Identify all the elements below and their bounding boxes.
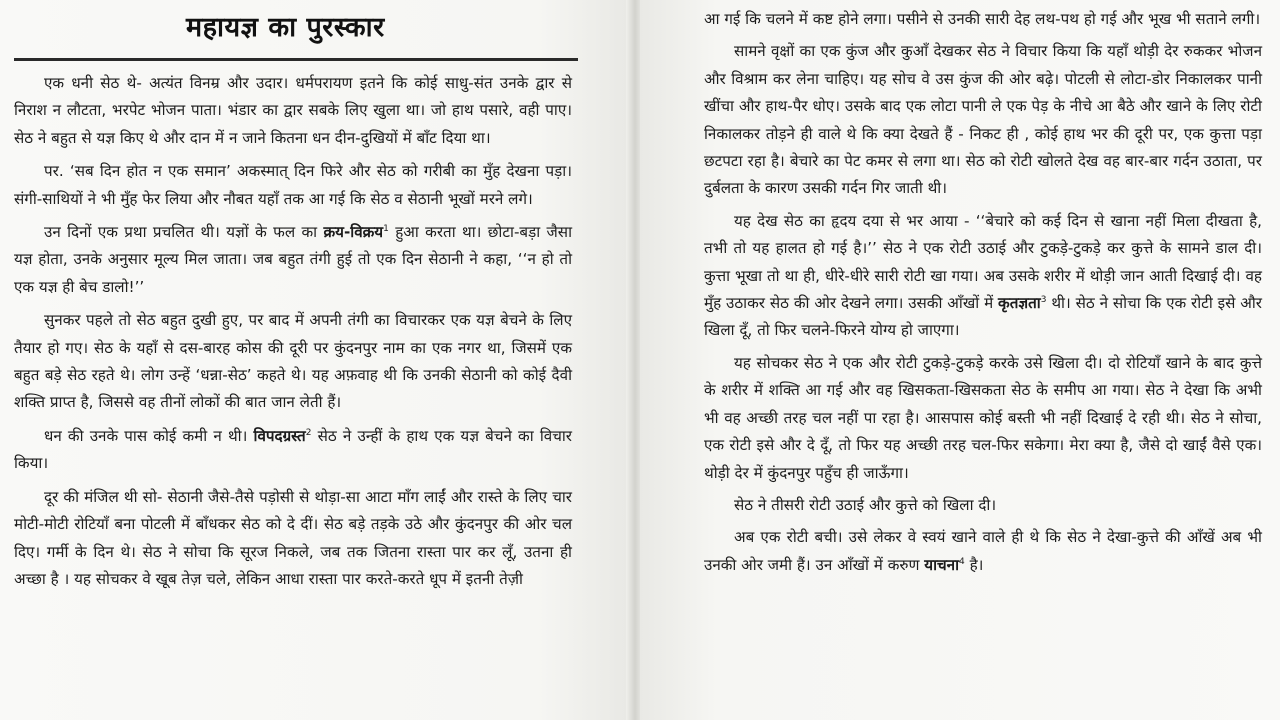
text-span: धन की उनके पास कोई कमी न थी। [44,426,254,445]
bold-term: क्रय-विक्रय [323,223,384,242]
text-span: हुआ करता था। छोटा-बड़ा जैसा यज्ञ होता, उनके अनुसार मूल्य मिल जाता। जब बहुत तंगी हुई तो एक दिन सेठानी ने कहा, ‘‘न हो तो एक यज्ञ ही बेच डालो!’’ [14,223,573,296]
paragraph [14,219,572,301]
text-span: अब एक रोटी बची। उसे लेकर वे स्वयं खाने वाले ही थे कि सेठ ने देखा-कुत्ते की आँखें अब भी उनकी ओर जमी हैं। उन आँखों में करुण [704,528,1262,574]
text-span: यह देख सेठ का हृदय दया से भर आया - ‘‘बेचारे को कई दिन से खाना नहीं मिला दीखता है, तभी तो यह हालत हो गई है।’’ सेठ ने एक रोटी उठाई और टुकड़े-टुकड़े कर कुत्ते के सामने डाल दी। कुत्ता भूखा तो था ही, धीरे-धीरे सारी रोटी खा गया। अब उसके शरीर में थोड़ी जान आती दिखाई दी। वह मुँह उठाकर सेठ की ओर देखने लगा। उसकी आँखों में [704,211,1262,313]
text-span: थी। सेठ ने सोचा कि एक रोटी इसे और खिला दूँ, तो फिर चलने-फिरने योग्य हो जाएगा। [704,294,1262,340]
paragraph [704,208,1262,345]
paragraph [704,524,1262,579]
left-page-text [14,70,572,593]
paragraph [14,423,572,478]
paragraph: दूर की मंजिल थी सो- सेठानी जैसे-तैसे पड़ोसी से थोड़ा-सा आटा माँग लाईं और रास्ते के लिए चार मोटी-मोटी रोटियाँ बना पोटली में बाँधकर सेठ को दे दीं। सेठ बड़े तड़के उठे और कुंदनपुर की ओर चल दिए। गर्मी के दिन थे। सेठ ने सोचा कि सूरज निकले, जब तक जितना रास्ता पार कर लूँ, उतना ही अच्छा है । यह सोचकर वे खूब तेज़ चले, लेकिन आधा रास्ता पार करते-करते धूप में इतनी तेज़ी [14,487,572,588]
paragraph: एक धनी सेठ थे- अत्यंत विनम्र और उदार। धर्मपरायण इतने कि कोई साधु-संत उनके द्वार से निराश न लौटता, भरपेट भोजन पाता। भंडार का द्वार सबके लिए खुला था। जो हाथ पसारे, वही पाए। सेठ ने बहुत से यज्ञ किए थे और दान में न जाने कितना धन दीन-दुखियों में बाँट दिया था। [14,74,572,147]
paragraph: सुनकर पहले तो सेठ बहुत दुखी हुए, पर बाद में अपनी तंगी का विचारकर एक यज्ञ बेचने के लिए तैयार हो गए। सेठ के यहाँ से दस-बारह कोस की दूरी पर कुंदनपुर नाम का एक नगर था, जिसमें एक बहुत बड़े सेठ रहते थे। लोग उन्हें ‘धन्ना-सेठ’ कहते थे। यह अफ़वाह थी कि उनकी सेठानी को कोई दैवी शक्ति प्राप्त है, जिससे वह तीनों लोकों की बात जान लेती हैं। [14,311,572,412]
right-page-text [704,6,1262,579]
paragraph: सामने वृक्षों का एक कुंज और कुआँ देखकर सेठ ने विचार किया कि यहाँ थोड़ी देर रुककर भोजन और विश्राम कर लेना चाहिए। यह सोच वे उस कुंज की ओर बढ़े। पोटली से लोटा-डोर निकालकर पानी खींचा और हाथ-पैर धोए। उसके बाद एक लोटा पानी ले एक पेड़ के नीचे आ बैठे और खाने के लिए रोटी निकालकर तोड़ने ही वाले थे कि क्या देखते हैं - निकट ही , कोई हाथ भर की दूरी पर, एक कुत्ता पड़ा छटपटा रहा है। बेचारे का पेट कमर से लगा था। सेठ को रोटी खोलते देख वह बार-बार गर्दन उठाता, पर दुर्बलता के कारण उसकी गर्दन गिर जाती थी। [704,42,1262,198]
title-underline [14,58,578,61]
footnote-marker: 1 [383,223,389,234]
footnote-marker: 3 [1040,295,1047,305]
story-title: महायज्ञ का पुरस्कार [186,12,385,43]
paragraph: आ गई कि चलने में कष्ट होने लगा। पसीने से उनकी सारी देह लथ-पथ हो गई और भूख भी सताने लगी। [704,10,1261,28]
right-page [640,0,1280,720]
left-page [0,0,632,720]
footnote-marker: 2 [305,427,312,438]
paragraph: पर. ‘सब दिन होत न एक समान’ अकस्मात् दिन फिरे और सेठ को गरीबी का मुँह देखना पड़ा। संगी-साथियों ने भी मुँह फेर लिया और नौबत यहाँ तक आ गई कि सेठ व सेठानी भूखों मरने लगे। [14,162,572,208]
text-span: उन दिनों एक प्रथा प्रचलित थी। यज्ञों के फल का [44,223,324,242]
bold-term: विपदग्रस्त [253,426,306,445]
bold-term: याचना [924,555,960,574]
footnote-marker: 4 [959,556,965,567]
paragraph: सेठ ने तीसरी रोटी उठाई और कुत्ते को खिला दी। [734,495,997,514]
paragraph: यह सोचकर सेठ ने एक और रोटी टुकड़े-टुकड़े करके उसे खिला दी। दो रोटियाँ खाने के बाद कुत्ते के शरीर में शक्ति आ गई और वह खिसकता-खिसकता सेठ के समीप आ गया। सेठ ने देखा कि अभी भी वह अच्छी तरह चल नहीं पा रहा है। आसपास कोई बस्ती भी नहीं दिखाई दे रही थी। सेठ ने सोचा, एक रोटी इसे और दे दूँ, तो फिर यह अच्छी तरह चल-फिर सकेगा। मेरा क्या है, जैसे दो खाईं वैसे एक। थोड़ी देर में कुंदनपुर पहुँच ही जाऊँगा। [704,353,1262,482]
text-span: सेठ ने उन्हीं के हाथ एक यज्ञ बेचने का विचार किया। [14,426,572,473]
text-span: है। [964,555,984,574]
bold-term: कृतज्ञता [998,294,1041,313]
